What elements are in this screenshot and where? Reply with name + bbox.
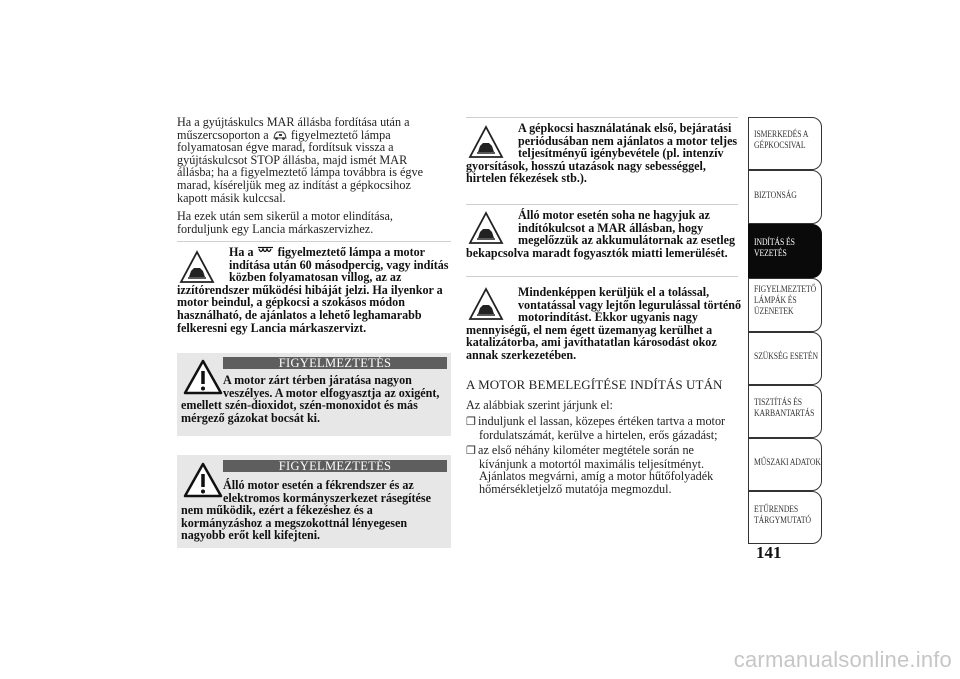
note-line: indítása után 60 másodpercig, vagy indítás [229, 257, 449, 272]
car-caution-icon [468, 211, 504, 247]
sidebar-tab-muszaki-adatok[interactable]: MŰSZAKI ADATOK [748, 438, 822, 491]
note-push-start [466, 286, 742, 362]
warning-text-indented: A motor zárt térben járatása nagyon veszélyes. A motor elfogyasztja az oxigént, [223, 373, 440, 400]
sidebar-tab-figyelmezteto[interactable]: FIGYELMEZTETŐ LÁMPÁK ÉS ÜZENETEK [748, 278, 822, 332]
warning-text: emellett szén-dioxidot, szén-monoxidot és más mérgező gázokat bocsát ki. [181, 398, 418, 425]
note-battery [466, 209, 742, 259]
paragraph-line: Ha ezek után sem sikerül a motor elindítása, [177, 209, 393, 224]
section-intro: Az alábbiak szerint járjunk el: [466, 398, 613, 412]
warning-text: nem működik, ezért a fékezéshez és a kormányzáshoz a megszokottnál lényegesen nagyobb erőt kell kifejteni. [181, 503, 408, 543]
sidebar-tab-szukseg-eseten[interactable]: SZÜKSÉG ESETÉN [748, 332, 822, 385]
car-caution-icon [468, 125, 504, 161]
paragraph-line: állásba; ha a figyelmeztető lámpa továbbra is égve [177, 165, 424, 180]
checkbox-bullet-icon: ❐ [466, 445, 476, 457]
watermark: carmanualsonline.info [733, 647, 952, 672]
warning-title-bar: FIGYELMEZTETÉS [223, 460, 447, 472]
sidebar-tab-targymutato[interactable]: ETŰRENDES TÁRGYMUTATÓ [748, 491, 822, 544]
warning-triangle-icon [183, 359, 223, 395]
divider [466, 276, 738, 277]
list-item: ❐ az első néhány kilométer megtétele során ne kívánjunk a motortól maximális teljesítményt. Ajánlatos megvárni, amíg a motor hűtőfolyadék hőmérsékletjelző mutatója megmozdul. [466, 443, 714, 496]
note-line: Ha a figyelmeztető lámpa a motor [229, 245, 426, 259]
paragraph-line: műszercsoporton a figyelmeztető lámpa [177, 127, 391, 142]
note-line: felkeresni egy Lancia márkaszervizt. [177, 320, 367, 335]
note-line: annak szerkezetében. [466, 347, 577, 362]
note-line: megelőzzük az akkumulátornak az esetleg [518, 233, 735, 248]
paragraph-line: kapott másik kulccsal. [177, 190, 286, 205]
paragraph-line: Ha a gyújtáskulcs MAR állásba fordítása után a [177, 115, 410, 129]
warning-triangle-icon [183, 462, 223, 498]
note-line: A gépkocsi használatának első, bejáratási [518, 121, 732, 135]
note-line: indítókulcsot a MAR állásban, hogy [518, 220, 704, 235]
note-line: vontatással vagy lejtőn legurulással történő [518, 297, 742, 312]
paragraph-line: forduljunk egy Lancia márkaszervizhez. [177, 221, 374, 236]
divider [466, 204, 738, 205]
note-line: hirtelen fékezések stb.). [466, 171, 587, 186]
note-line: gyorsítások, hosszú utazások nagy sebességgel, [466, 158, 706, 173]
engine-immobilizer-icon [272, 129, 288, 141]
left-column [177, 116, 452, 235]
note-line: motor beindul, a gépkocsi a szokásos módon [177, 295, 405, 310]
warning-box-exhaust [177, 353, 451, 436]
paragraph-line: marad, kíséreljük meg az indítást a gépkocsihoz [177, 177, 411, 192]
note-glow-plug [177, 246, 453, 334]
sidebar-tab-biztonsag[interactable]: BIZTONSÁG [748, 170, 822, 224]
checkbox-bullet-icon: ❐ [466, 416, 476, 428]
note-line: periódusában nem ajánlatos a motor teljes [518, 133, 738, 148]
note-line: közben folyamatosan villog, az az [229, 270, 402, 285]
glow-plug-icon [257, 246, 275, 256]
divider [177, 241, 451, 242]
car-caution-icon [179, 250, 215, 286]
sidebar-tab-tisztitas[interactable]: TISZTÍTÁS ÉS KARBANTARTÁS [748, 385, 822, 438]
car-caution-icon [468, 287, 504, 323]
section-heading: A MOTOR BEMELEGÍTÉSE INDÍTÁS UTÁN [466, 377, 723, 392]
warning-box-brakes [177, 455, 451, 548]
sidebar-tab-inditas-es-vezetes[interactable]: INDÍTÁS ÉS VEZETÉS [748, 224, 822, 278]
note-line: izzítórendszer működési hibáját jelzi. Ha ilyenkor a [177, 282, 443, 297]
divider [466, 117, 738, 118]
sidebar-tab-ismerkedes[interactable]: ISMERKEDÉS A GÉPKOCSIVAL [748, 117, 822, 170]
warning-title-bar: FIGYELMEZTETÉS [223, 357, 447, 369]
note-line: mennyiségű, el nem égett üzemanyag kerülhet a [466, 322, 713, 337]
warning-text-indented: Álló motor esetén a fékrendszer és az elektromos kormányszerkezet rásegítése [223, 478, 431, 505]
note-line: Álló motor esetén soha ne hagyjuk az [518, 208, 710, 222]
paragraph-line: gyújtáskulcsot STOP állásba, majd ismét MAR [177, 152, 408, 167]
note-line: bekapcsolva maradt fogyasztók miatti lemerülését. [466, 245, 728, 260]
note-line: teljesítményű igénybevétele (pl. intenzív [518, 146, 724, 161]
note-break-in [466, 122, 742, 185]
note-line: motorindítást. Ekkor ugyanis nagy [518, 310, 698, 325]
note-line: használható, de ajánlatos a lehető leghamarabb [177, 307, 422, 322]
note-line: Mindenképpen kerüljük el a tolással, [518, 285, 710, 299]
note-line: katalizátorba, ami javíthatatlan károsodást okoz [466, 335, 717, 350]
list-item: ❐ induljunk el lassan, közepes értéken tartva a motor fordulatszámát, kerülve a hirtelen, erős gázadást; [466, 414, 726, 442]
page-number: 141 [756, 543, 782, 562]
paragraph-line: folyamatosan égve marad, fordítsuk vissza a [177, 140, 394, 155]
